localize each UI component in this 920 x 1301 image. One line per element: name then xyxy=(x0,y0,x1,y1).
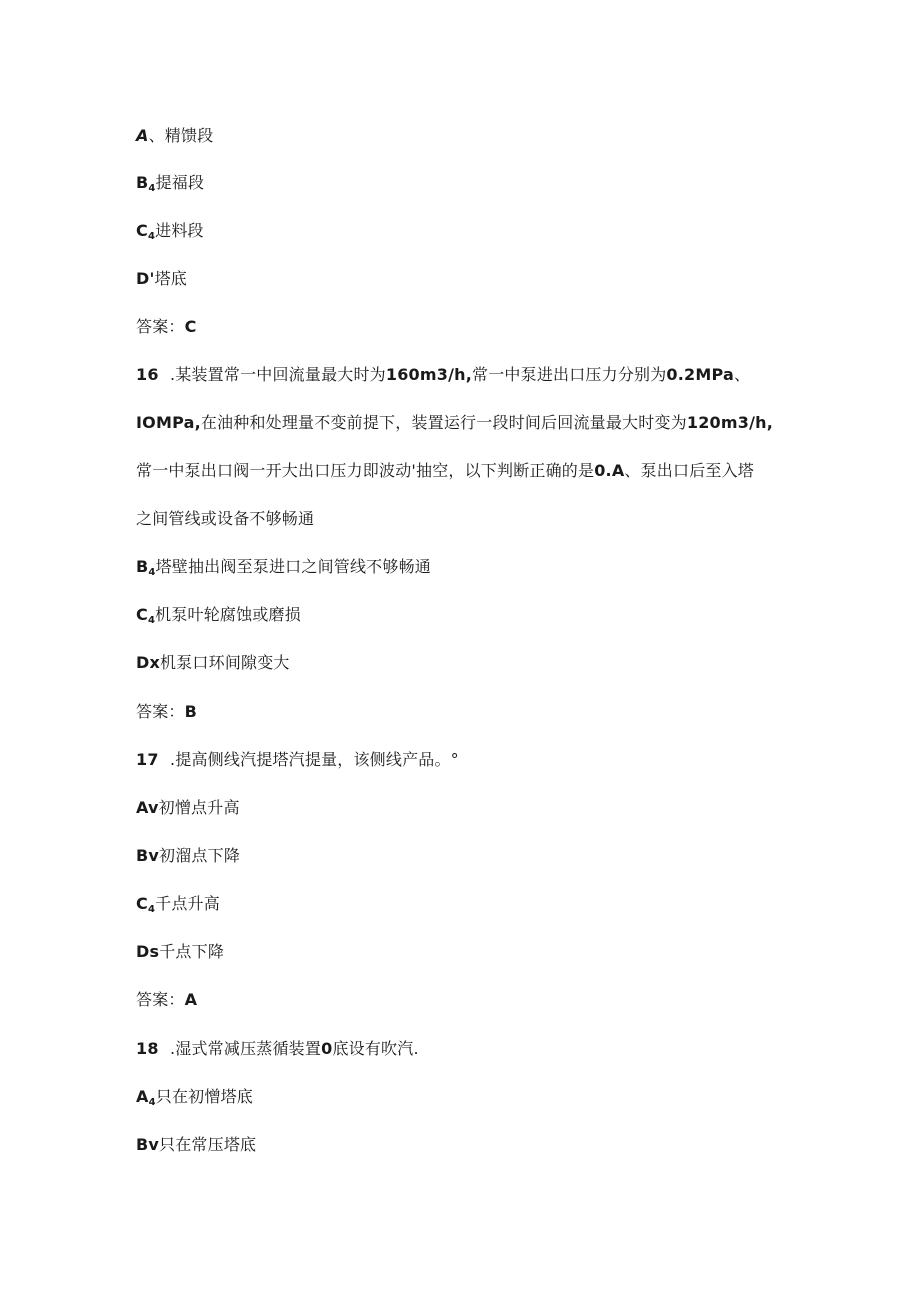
option-separator: 4 xyxy=(147,231,156,242)
q16-stem-line-1 xyxy=(136,364,750,386)
q16-stem-line-3 xyxy=(136,460,754,482)
answer-prefix: 答案： xyxy=(136,317,185,336)
option-label: C xyxy=(136,221,148,240)
q15-option-d xyxy=(136,268,187,290)
stem-value: 0 xyxy=(321,1039,333,1058)
option-label: Dx xyxy=(136,653,161,672)
option-label: B xyxy=(136,557,149,576)
option-separator: 4 xyxy=(148,183,156,194)
option-text: 提福段 xyxy=(155,173,205,192)
q16-option-d xyxy=(136,652,290,674)
option-text: 机泵叶轮腐蚀或磨损 xyxy=(155,605,301,624)
option-label: A xyxy=(136,126,149,145)
option-text: 初溜点下降 xyxy=(159,846,241,865)
option-label: B xyxy=(136,173,149,192)
stem-text: 之间管线或设备不够畅通 xyxy=(136,509,315,528)
option-separator: 4 xyxy=(148,1097,156,1108)
option-label: C xyxy=(136,605,148,624)
question-number: 17 xyxy=(136,750,159,769)
stem-value: 160m3/h, xyxy=(385,365,473,384)
answer-prefix: 答案： xyxy=(136,990,185,1009)
option-separator: 、 xyxy=(148,126,165,145)
option-separator: 4 xyxy=(147,615,156,626)
stem-text: 、 xyxy=(733,365,751,384)
stem-value: IOMPa, xyxy=(136,413,201,432)
stem-text: 常一中泵出口阀一开大出口压力即波动'抽空，以下判断正确的是 xyxy=(136,461,595,480)
q16-answer xyxy=(136,701,197,723)
option-text: 只在初憎塔底 xyxy=(155,1087,253,1106)
q17-option-c xyxy=(136,893,220,921)
q16-option-c xyxy=(136,604,301,632)
q16-stem-line-4 xyxy=(136,508,314,530)
q18-option-a xyxy=(136,1086,253,1114)
option-separator: 4 xyxy=(148,567,156,578)
q15-answer xyxy=(136,316,197,338)
stem-text: 在油种和处理量不变前提下，装置运行一段时间后回流量最大时变为 xyxy=(200,413,687,432)
q17-stem xyxy=(136,749,459,771)
option-label: C xyxy=(136,894,148,913)
stem-value: 120m3/h, xyxy=(686,413,773,432)
option-label: Bv xyxy=(136,1135,160,1154)
option-text: 初憎点升高 xyxy=(158,798,240,817)
q15-option-c xyxy=(136,220,204,248)
option-text: 机泵口环间隙变大 xyxy=(160,653,290,672)
question-number: 18 xyxy=(136,1039,159,1058)
answer-value: C xyxy=(184,317,197,336)
stem-text: 、泵出口后至入塔 xyxy=(624,461,755,480)
q18-option-b xyxy=(136,1134,256,1156)
option-text: 塔底 xyxy=(154,269,187,288)
q15-option-a xyxy=(136,125,213,147)
stem-text: .提高侧线汽提塔汽提量，该侧线产品。° xyxy=(170,750,459,769)
option-separator: 4 xyxy=(147,904,156,915)
option-text: 进料段 xyxy=(155,221,204,240)
question-number: 16 xyxy=(136,365,159,384)
stem-text: 底设有吹汽. xyxy=(332,1039,419,1058)
q17-answer xyxy=(136,989,197,1011)
q16-stem-line-2 xyxy=(136,412,773,434)
q18-stem xyxy=(136,1038,419,1060)
answer-value: A xyxy=(184,990,198,1009)
option-label: A xyxy=(136,1087,149,1106)
answer-value: B xyxy=(184,702,198,721)
option-text: 只在常压塔底 xyxy=(159,1135,257,1154)
option-separator: ' xyxy=(149,269,155,288)
option-text: 精馈段 xyxy=(164,126,214,145)
option-text: 千点下降 xyxy=(159,942,225,961)
option-text: 千点升高 xyxy=(155,894,220,913)
option-label: D xyxy=(136,269,150,288)
option-label: Ds xyxy=(136,942,160,961)
stem-value: 0.A xyxy=(594,461,625,480)
answer-prefix: 答案： xyxy=(136,702,185,721)
q17-option-a xyxy=(136,797,240,819)
q16-option-b xyxy=(136,556,431,584)
stem-value: 0.2MPa xyxy=(666,365,734,384)
stem-text: 常一中泵进出口压力分别为 xyxy=(472,365,667,384)
option-text: 塔壁抽出阀至泵进口之间管线不够畅通 xyxy=(155,557,431,576)
option-label: Av xyxy=(136,798,159,817)
stem-text: .某装置常一中回流量最大时为 xyxy=(170,365,386,384)
stem-text: .湿式常减压蒸循装置 xyxy=(170,1039,322,1058)
q15-option-b xyxy=(136,172,204,200)
q17-option-b xyxy=(136,845,240,867)
option-label: Bv xyxy=(136,846,160,865)
q17-option-d xyxy=(136,941,224,963)
